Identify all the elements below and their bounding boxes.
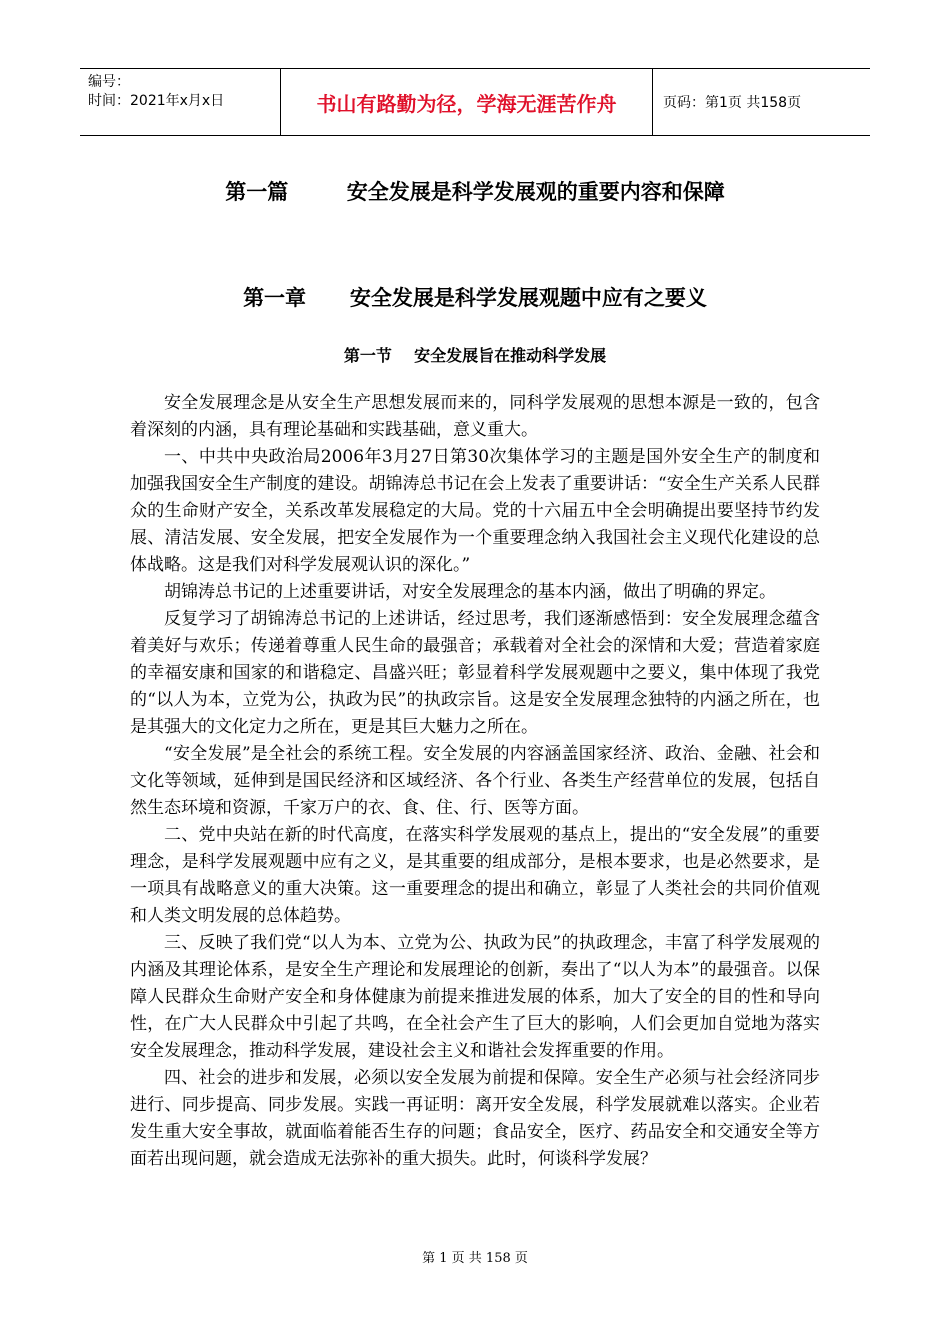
header-page-info: 页码：第1页 共158页 bbox=[663, 95, 802, 111]
paragraph: 反复学习了胡锦涛总书记的上述讲话，经过思考，我们逐渐感悟到：安全发展理念蕴含着美好与欢乐；传递着尊重人民生命的最强音；承载着对全社会的深情和大爱；营造着家庭的幸福安康和国家的和谐稳定、昌盛兴旺；彰显着科学发展观题中之要义，集中体现了我党的“以人为本，立党为公，执政为民”的执政宗旨。这是安全发展理念独特的内涵之所在，也是其强大的文化定力之所在，更是其巨大魅力之所在。 bbox=[130, 609, 820, 737]
paragraph: 二、党中央站在新的时代高度，在落实科学发展观的基点上，提出的“安全发展”的重要理念，是科学发展观题中应有之义，是其重要的组成部分，是根本要求，也是必然要求，是一项具有战略意义的重大决策。这一重要理念的提出和确立，彰显了人类社会的共同价值观和人类文明发展的总体趋势。 bbox=[130, 825, 820, 926]
chapter-title: 第一章 安全发展是科学发展观题中应有之要义 bbox=[243, 286, 707, 310]
number-label: 编号： bbox=[88, 74, 130, 90]
document-header bbox=[80, 68, 870, 136]
paragraph: “安全发展”是全社会的系统工程。安全发展的内容涵盖国家经济、政治、金融、社会和文化等领域，延伸到是国民经济和区域经济、各个行业、各类生产经营单位的发展，包括自然生态环境和资源，千家万户的衣、食、住、行、医等方面。 bbox=[130, 744, 820, 818]
paragraph: 一、中共中央政治局2006年3月27日第30次集体学习的主题是国外安全生产的制度和加强我国安全生产制度的建设。胡锦涛总书记在会上发表了重要讲话：“安全生产关系人民群众的生命财产安全，关系改革发展稳定的大局。党的十六届五中全会明确提出要坚持节约发展、清洁发展、安全发展，把安全发展作为一个重要理念纳入我国社会主义现代化建设的总体战略。这是我们对科学发展观认识的深化。” bbox=[130, 447, 820, 575]
time-label: 时间：2021年x月x日 bbox=[88, 93, 225, 109]
page-footer: 第 1 页 共 158 页 bbox=[422, 1251, 528, 1266]
body-text bbox=[130, 390, 820, 1173]
header-meta bbox=[80, 69, 280, 135]
header-motto: 书山有路勤为径，学海无涯苦作舟 bbox=[280, 69, 653, 135]
paragraph: 三、反映了我们党“以人为本、立党为公、执政为民”的执政理念，丰富了科学发展观的内涵及其理论体系，是安全生产理论和发展理论的创新，奏出了“以人为本”的最强音。以保障人民群众生命财产安全和身体健康为前提来推进发展的体系，加大了安全的目的性和导向性，在广大人民群众中引起了共鸣，在全社会产生了巨大的影响，人们会更加自觉地为落实安全发展理念，推动科学发展，建设社会主义和谐社会发挥重要的作用。 bbox=[130, 933, 820, 1061]
paragraph: 四、社会的进步和发展，必须以安全发展为前提和保障。安全生产必须与社会经济同步进行、同步提高、同步发展。实践一再证明：离开安全发展，科学发展就难以落实。企业若发生重大安全事故，就面临着能否生存的问题；食品安全，医疗、药品安全和交通安全等方面若出现问题，就会造成无法弥补的重大损失。此时，何谈科学发展？ bbox=[130, 1068, 820, 1169]
paragraph: 安全发展理念是从安全生产思想发展而来的，同科学发展观的思想本源是一致的，包含着深刻的内涵，具有理论基础和实践基础，意义重大。 bbox=[130, 393, 820, 440]
part-title: 第一篇 安全发展是科学发展观的重要内容和保障 bbox=[225, 180, 725, 204]
paragraph: 胡锦涛总书记的上述重要讲话，对安全发展理念的基本内涵，做出了明确的界定。 bbox=[164, 582, 776, 602]
section-title: 第一节 安全发展旨在推动科学发展 bbox=[343, 346, 607, 365]
